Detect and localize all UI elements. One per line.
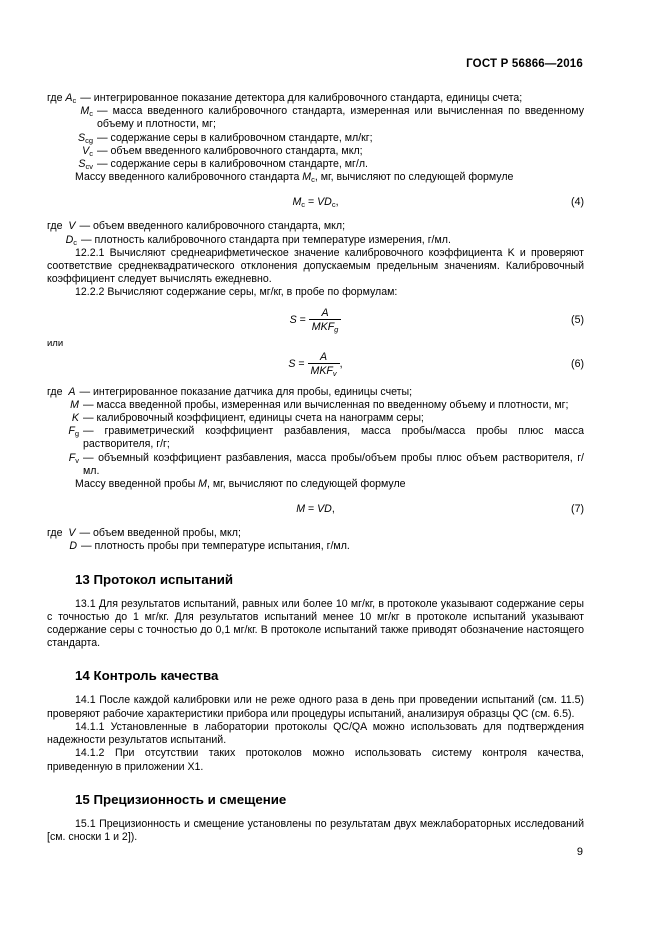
definition-item: M — масса введенной пробы, измеренная или вычисленная по введенному объему и плотности, мг;	[70, 398, 569, 411]
paragraph-14-1-1: 14.1.1 Установленные в лаборатории протоколы QC/QA можно использовать для подтверждения надежности результатов испытаний.	[47, 720, 584, 747]
paragraph-mass-sample: Массу введенной пробы M, мг, вычисляют по следующей формуле	[75, 478, 406, 491]
definition-item: $V_c$ — объем введенного калибровочного стандарта, мкл;	[82, 144, 363, 158]
definition-item: где V — объем введенной пробы, мкл;	[47, 527, 241, 540]
section-13-title: 13 Протокол испытаний	[75, 571, 234, 587]
paragraph-12-2-1: 12.2.1 Вычисляют среднеарифметическое значение калибровочного коэффициента K и проверяют соответствие среднеквадратического отклонения допускаемым предельным значениям. Калибровочный коэффициент следует вычислять ежедневно.	[47, 246, 584, 286]
formula-4: $M_c = VD_c$, (4)	[292, 196, 584, 210]
definitions-sample	[47, 386, 584, 478]
standard-header: ГОСТ Р 56866—2016	[466, 58, 583, 70]
formula-number: (4)	[571, 196, 584, 209]
formula-7: M = VD, (7)	[296, 503, 584, 516]
paragraph-14-1-2: 14.1.2 При отсутствии таких протоколов можно использовать систему контроля качества, приведенную в приложении Х1.	[47, 747, 584, 773]
definition-item: $F_v$ — объемный коэффициент разбавления, масса пробы/объем пробы плюс объем растворителя, г/мл.	[68, 451, 584, 477]
paragraph-15-1: 15.1 Прецизионность и смещение установлены по результатам двух межлабораторных исследований [см. сноски 1 и 2]).	[47, 817, 584, 843]
definition-item: $S_{cv}$ — содержание серы в калибровочном стандарте, мг/л.	[78, 158, 368, 172]
section-15-title: 15 Прецизионность и смещение	[75, 791, 287, 807]
page-number: 9	[576, 846, 583, 858]
definition-item: $M_c$ — масса введенного калибровочного стандарта, измеренная или вычисленная по введенному объему и плотности, мг;	[80, 105, 584, 131]
definition-item: $D_c$ — плотность калибровочного стандарта при температуре измерения, г/мл.	[65, 233, 451, 247]
definitions-volume-density	[47, 220, 584, 246]
formula-number: (7)	[571, 503, 584, 516]
definitions-sample-volume	[47, 527, 584, 553]
paragraph-14-1: 14.1 После каждой калибровки или не реже одного раза в день при проведении испытаний (см. 11.5) проверяют рабочие характеристики прибора или процедуры испытаний, анализируя образцы QC (см. 6.5).	[47, 694, 584, 720]
section-14-title: 14 Контроль качества	[75, 668, 219, 684]
or-word: или	[47, 337, 64, 349]
definition-item: $S_{cg}$ — содержание серы в калибровочном стандарте, мл/кг;	[78, 131, 373, 145]
paragraph-mass-standard: Массу введенного калибровочного стандарта $M_c$, мг, вычисляют по следующей формуле	[75, 171, 514, 185]
definition-item: K — калибровочный коэффициент, единицы счета на нанограмм серы;	[71, 412, 424, 425]
definition-item: $F_g$ — гравиметрический коэффициент разбавления, масса пробы/масса пробы плюс масса растворителя, г/г;	[68, 425, 584, 451]
paragraph-12-2-2: 12.2.2 Вычисляют содержание серы, мг/кг, в пробе по формулам:	[75, 286, 398, 299]
formula-number: (6)	[571, 357, 584, 370]
formula-number: (5)	[571, 313, 584, 326]
definition-item: где A — интегрированное показание датчика для пробы, единицы счеты;	[47, 385, 413, 398]
formula-5: S = $\frac{A}{MKF_g}$ (5)	[289, 306, 584, 334]
formula-6: S = $\frac{A}{MKF_v}$ , (6)	[288, 350, 584, 378]
paragraph-13-1: 13.1 Для результатов испытаний, равных или более 10 мг/кг, в протоколе указывают содержание серы с точностью до 1 мг/кг. Для результатов испытаний менее 10 мг/кг в протоколе испытаний указывают содержание серы с точностью до 0,1 мг/кг. В протоколе испытаний также приводят обозначение настоящего стандарта.	[47, 597, 584, 650]
definition-item: D — плотность пробы при температуре испытания, г/мл.	[69, 540, 350, 553]
definition-item: где $A_c$ — интегрированное показание детектора для калибровочного стандарта, единицы счета;	[47, 92, 523, 105]
page-content	[47, 92, 584, 844]
definition-item: где V — объем введенного калибровочного стандарта, мкл;	[47, 220, 346, 233]
definitions-calibration	[47, 92, 584, 171]
